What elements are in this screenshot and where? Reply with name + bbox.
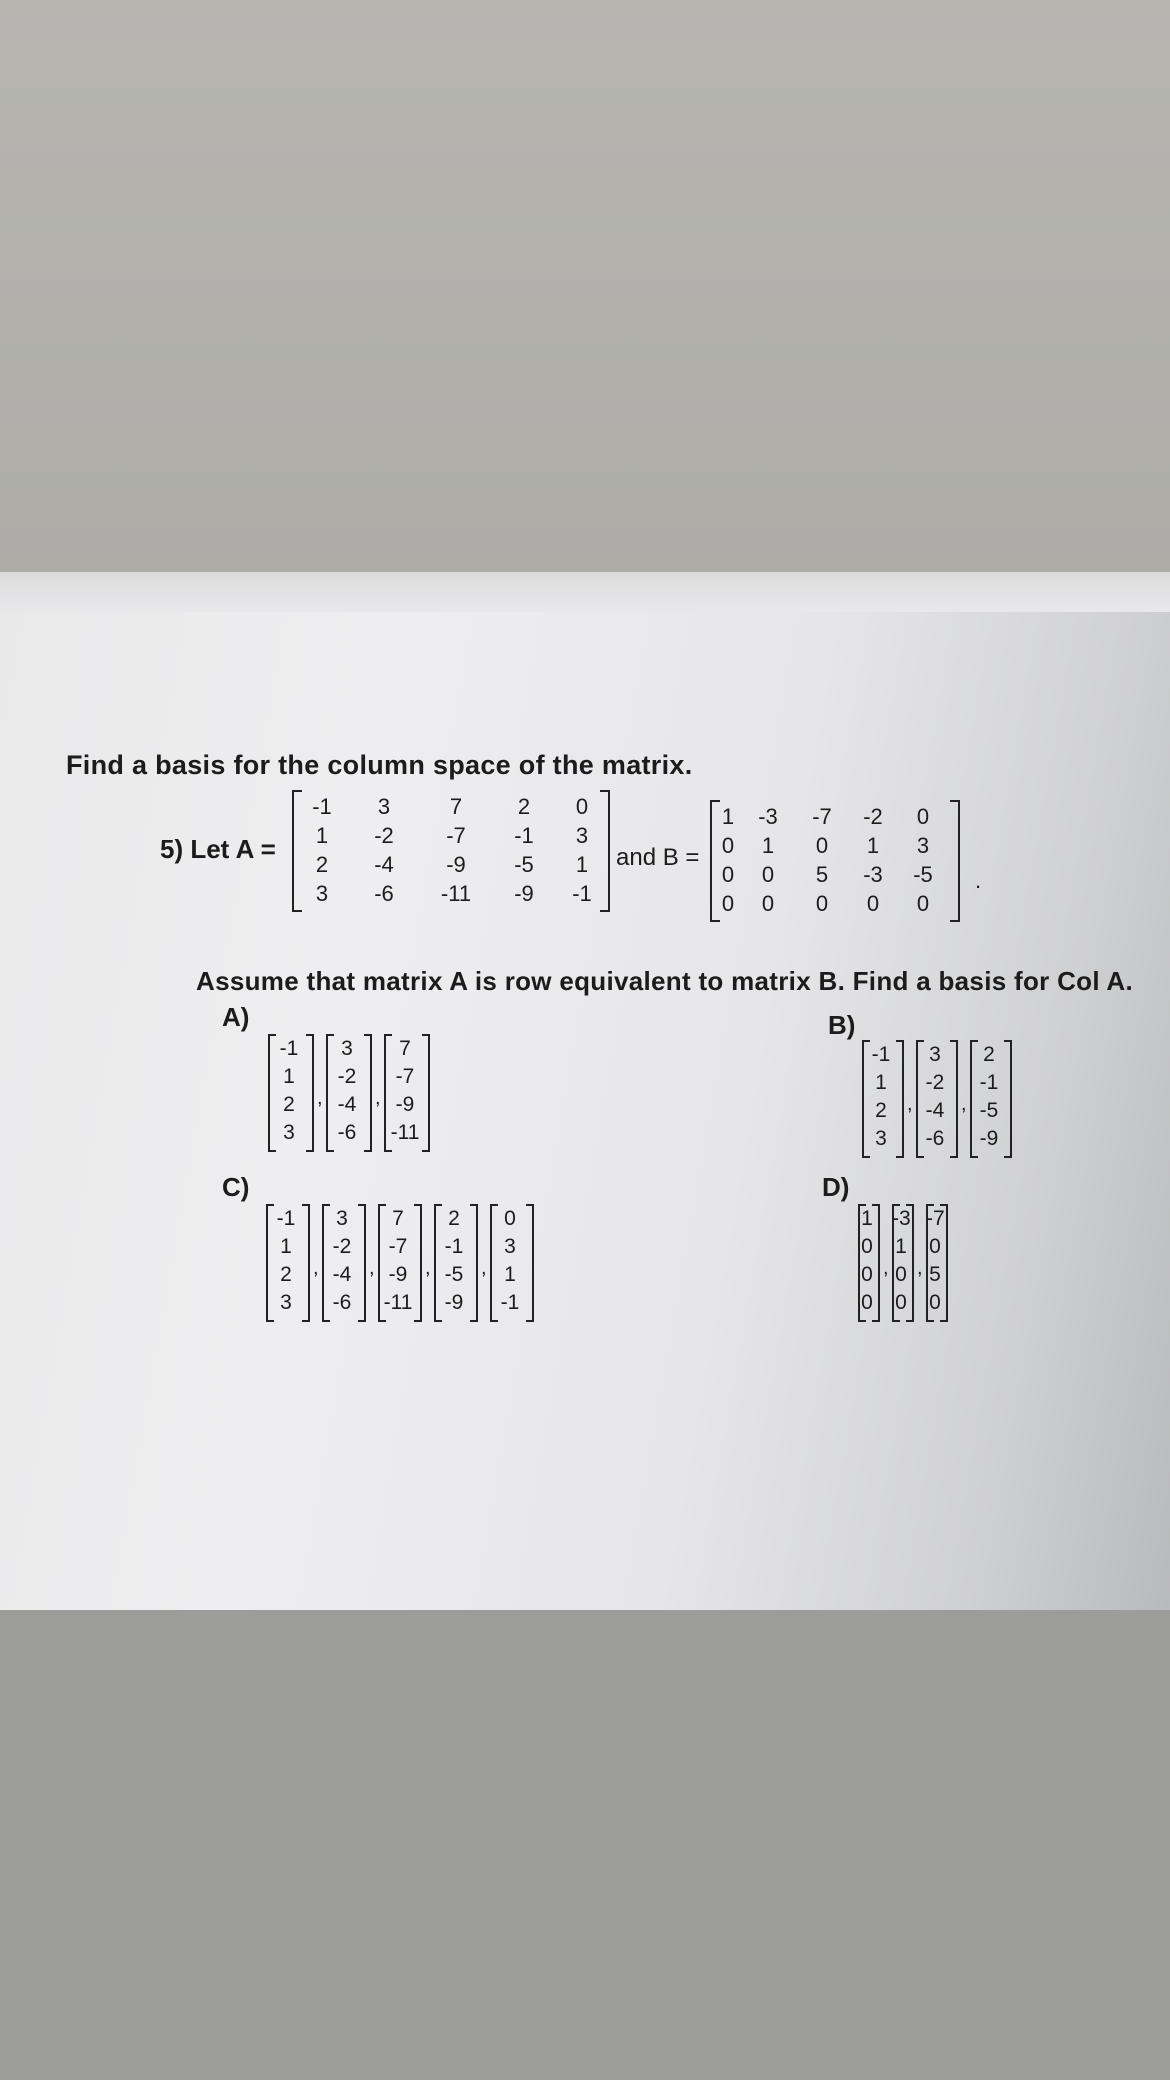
matrix-b-cell: 1 — [866, 833, 880, 858]
vector-entry: 0 — [929, 1291, 941, 1314]
matrix-a-cell: -1 — [514, 823, 534, 848]
vector-entry: -7 — [395, 1065, 415, 1088]
vector-entry: 0 — [895, 1291, 907, 1314]
matrix-a-cell: -7 — [446, 823, 466, 848]
matrix-b-cell: 5 — [815, 862, 829, 887]
matrix-a-cell: -2 — [374, 823, 394, 848]
vector-separator: , — [961, 1093, 967, 1115]
vector-separator: , — [883, 1257, 889, 1279]
vector-entry: -1 — [444, 1235, 464, 1258]
matrix-b-cell: -5 — [913, 862, 933, 887]
option-b-label: B) — [828, 1010, 856, 1040]
vector-entry: 0 — [861, 1235, 873, 1258]
matrix-b-cell: -7 — [812, 804, 832, 829]
period: . — [975, 868, 982, 893]
matrix-a-cell: 1 — [575, 852, 589, 877]
vector-entry: -7 — [926, 1207, 945, 1230]
vector-entry: -2 — [925, 1071, 945, 1094]
worksheet-photo — [0, 572, 1170, 1610]
question-title: Find a basis for the column space of the matrix. — [66, 750, 693, 780]
matrix-b-cell: 0 — [761, 862, 775, 887]
vector-entry: 0 — [895, 1263, 907, 1286]
vector-entry: -9 — [388, 1263, 408, 1286]
matrix-a-cell: 0 — [575, 794, 589, 819]
vector-entry: -3 — [892, 1207, 911, 1230]
vector-separator: , — [369, 1257, 375, 1279]
matrix-b-cell: 1 — [761, 833, 775, 858]
vector-entry: -2 — [337, 1065, 357, 1088]
vector-entry: 1 — [280, 1235, 292, 1258]
vector-separator: , — [481, 1257, 487, 1279]
matrix-b-cell: 0 — [815, 891, 829, 916]
matrix-a-cell: 7 — [449, 794, 463, 819]
vector-entry: 2 — [283, 1093, 295, 1116]
vector-entry: -1 — [279, 1037, 299, 1060]
matrix-b-cell: 3 — [916, 833, 930, 858]
matrix-b-cell: -3 — [758, 804, 778, 829]
vector-entry: -5 — [979, 1099, 999, 1122]
matrix-b-cell: -2 — [863, 804, 883, 829]
vector-entry: 1 — [861, 1207, 873, 1230]
vector-entry: -6 — [337, 1121, 357, 1144]
vector-entry: 2 — [875, 1099, 887, 1122]
vector-separator: , — [313, 1257, 319, 1279]
vector-entry: -4 — [332, 1263, 352, 1286]
matrix-b-cell: 0 — [815, 833, 829, 858]
vector-entry: 7 — [399, 1037, 411, 1060]
matrix-b-cell: 0 — [866, 891, 880, 916]
matrix-b-cell: 0 — [916, 891, 930, 916]
matrix-a-cell: -5 — [514, 852, 534, 877]
matrix-a-cell: 2 — [315, 852, 329, 877]
vector-entry: -2 — [332, 1235, 352, 1258]
vector-entry: 3 — [929, 1043, 941, 1066]
matrix-b-cell: 0 — [721, 862, 735, 887]
option-d-label: D) — [822, 1172, 850, 1202]
matrix-a-cell: 3 — [377, 794, 391, 819]
matrix-b-cell: 0 — [721, 891, 735, 916]
vector-entry: -1 — [500, 1291, 520, 1314]
matrix-b-cell: 0 — [916, 804, 930, 829]
vector-entry: 1 — [875, 1071, 887, 1094]
vector-entry: 0 — [929, 1235, 941, 1258]
matrix-a-cell: -1 — [312, 794, 332, 819]
matrix-a-cell: 3 — [315, 881, 329, 906]
vector-entry: 2 — [280, 1263, 292, 1286]
matrix-a-cell: 3 — [575, 823, 589, 848]
vector-entry: 0 — [504, 1207, 516, 1230]
vector-entry: 1 — [283, 1065, 295, 1088]
vector-entry: 0 — [861, 1291, 873, 1314]
matrix-b-right-bracket — [950, 800, 960, 922]
matrix-a-cell: -6 — [374, 881, 394, 906]
vector-entry: 2 — [448, 1207, 460, 1230]
vector-entry: 3 — [341, 1037, 353, 1060]
background-top — [0, 0, 1170, 572]
assume-text: Assume that matrix A is row equivalent to matrix B. Find a basis for Col A. — [196, 966, 1134, 996]
vector-entry: 2 — [983, 1043, 995, 1066]
vector-entry: -4 — [925, 1099, 945, 1122]
vector-entry: 3 — [280, 1291, 292, 1314]
vector-entry: -4 — [337, 1093, 357, 1116]
vector-entry: 1 — [504, 1263, 516, 1286]
vector-entry: 3 — [283, 1121, 295, 1144]
vector-entry: 5 — [929, 1263, 941, 1286]
option-a-label: A) — [222, 1002, 250, 1032]
vector-separator: , — [317, 1087, 323, 1109]
vector-entry: -5 — [444, 1263, 464, 1286]
vector-separator: , — [907, 1093, 913, 1115]
matrix-b-cell: 0 — [721, 833, 735, 858]
matrix-a-cell: -9 — [514, 881, 534, 906]
vector-entry: -9 — [444, 1291, 464, 1314]
vector-entry: -9 — [395, 1093, 415, 1116]
vector-entry: -6 — [925, 1127, 945, 1150]
vector-separator: , — [425, 1257, 431, 1279]
vector-entry: 1 — [895, 1235, 907, 1258]
vector-entry: 7 — [392, 1207, 404, 1230]
vector-entry: -6 — [332, 1291, 352, 1314]
matrix-b-cell: -3 — [863, 862, 883, 887]
vector-entry: 3 — [875, 1127, 887, 1150]
option-c-label: C) — [222, 1172, 250, 1202]
vector-entry: 0 — [861, 1263, 873, 1286]
vector-entry: 3 — [336, 1207, 348, 1230]
matrix-a-cell: -9 — [446, 852, 466, 877]
vector-entry: 3 — [504, 1235, 516, 1258]
problem-label: 5) Let A = — [160, 834, 276, 864]
matrix-a-cell: 1 — [315, 823, 329, 848]
vector-entry: -7 — [388, 1235, 408, 1258]
vector-separator: , — [917, 1257, 923, 1279]
matrix-a-cell: -1 — [572, 881, 592, 906]
vector-entry: -1 — [979, 1071, 999, 1094]
vector-entry: -11 — [383, 1291, 413, 1314]
background-bottom — [0, 1610, 1170, 2080]
matrix-a-cell: -11 — [440, 881, 472, 906]
matrix-a-cell: -4 — [374, 852, 394, 877]
vector-entry: -1 — [871, 1043, 891, 1066]
matrix-b-cell: 0 — [761, 891, 775, 916]
vector-entry: -11 — [390, 1121, 420, 1144]
vector-separator: , — [375, 1087, 381, 1109]
vector-entry: -9 — [979, 1127, 999, 1150]
vector-entry: -1 — [276, 1207, 296, 1230]
matrix-a-cell: 2 — [517, 794, 531, 819]
and-b-label: and B = — [616, 844, 700, 871]
matrix-b-cell: 1 — [721, 804, 735, 829]
